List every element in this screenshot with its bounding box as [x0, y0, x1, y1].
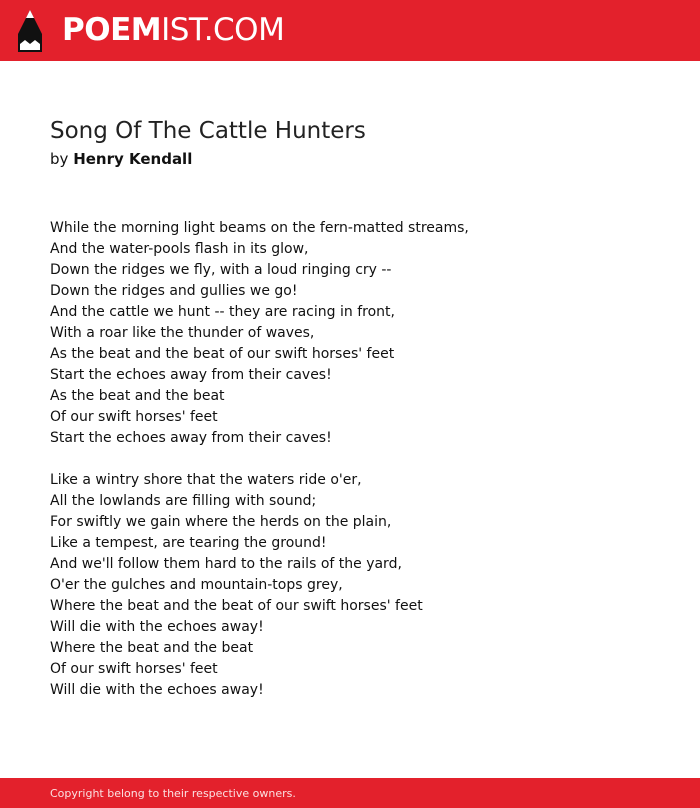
site-footer [0, 778, 700, 808]
poem-line: As the beat and the beat of our swift horses' feet [50, 346, 395, 362]
poem-line: Start the echoes away from their caves! [50, 430, 332, 446]
logo-bold-text: POEM [62, 12, 162, 48]
poem-line: Of our swift horses' feet [50, 409, 218, 425]
poem-body [50, 218, 670, 701]
poem-stanza [50, 470, 670, 701]
poem-line: Like a wintry shore that the waters ride o'er, [50, 472, 362, 488]
copyright-text: Copyright belong to their respective owners. [50, 787, 296, 800]
poem-line: While the morning light beams on the fern-matted streams, [50, 220, 469, 236]
poem-line: Down the ridges we fly, with a loud ringing cry -- [50, 262, 392, 278]
poem-line: Where the beat and the beat [50, 640, 254, 656]
poem-line: Will die with the echoes away! [50, 682, 264, 698]
logo-light-text: IST.COM [161, 12, 285, 48]
by-label: by [50, 150, 69, 168]
poem-line: With a roar like the thunder of waves, [50, 325, 315, 341]
poem-line: For swiftly we gain where the herds on the plain, [50, 514, 392, 530]
site-header [0, 0, 700, 61]
poem-line: Will die with the echoes away! [50, 619, 264, 635]
poem-line: And the cattle we hunt -- they are racing in front, [50, 304, 395, 320]
poem-line: As the beat and the beat [50, 388, 225, 404]
stanza-gap [50, 449, 670, 470]
poem-line: O'er the gulches and mountain-tops grey, [50, 577, 343, 593]
poem-line: Like a tempest, are tearing the ground! [50, 535, 327, 551]
site-logo[interactable] [62, 11, 284, 49]
author-name: Henry Kendall [73, 150, 193, 168]
poem-line: And the water-pools flash in its glow, [50, 241, 309, 257]
poem-line: And we'll follow them hard to the rails of the yard, [50, 556, 402, 572]
poem-line: Down the ridges and gullies we go! [50, 283, 298, 299]
poem-line: Start the echoes away from their caves! [50, 367, 332, 383]
byline [50, 149, 192, 169]
poem-line: All the lowlands are filling with sound; [50, 493, 317, 509]
poem-stanza [50, 218, 670, 449]
poem-line: Of our swift horses' feet [50, 661, 218, 677]
poem-line: Where the beat and the beat of our swift horses' feet [50, 598, 423, 614]
pencil-tip-icon[interactable] [18, 10, 42, 52]
poem-title: Song Of The Cattle Hunters [50, 118, 366, 144]
